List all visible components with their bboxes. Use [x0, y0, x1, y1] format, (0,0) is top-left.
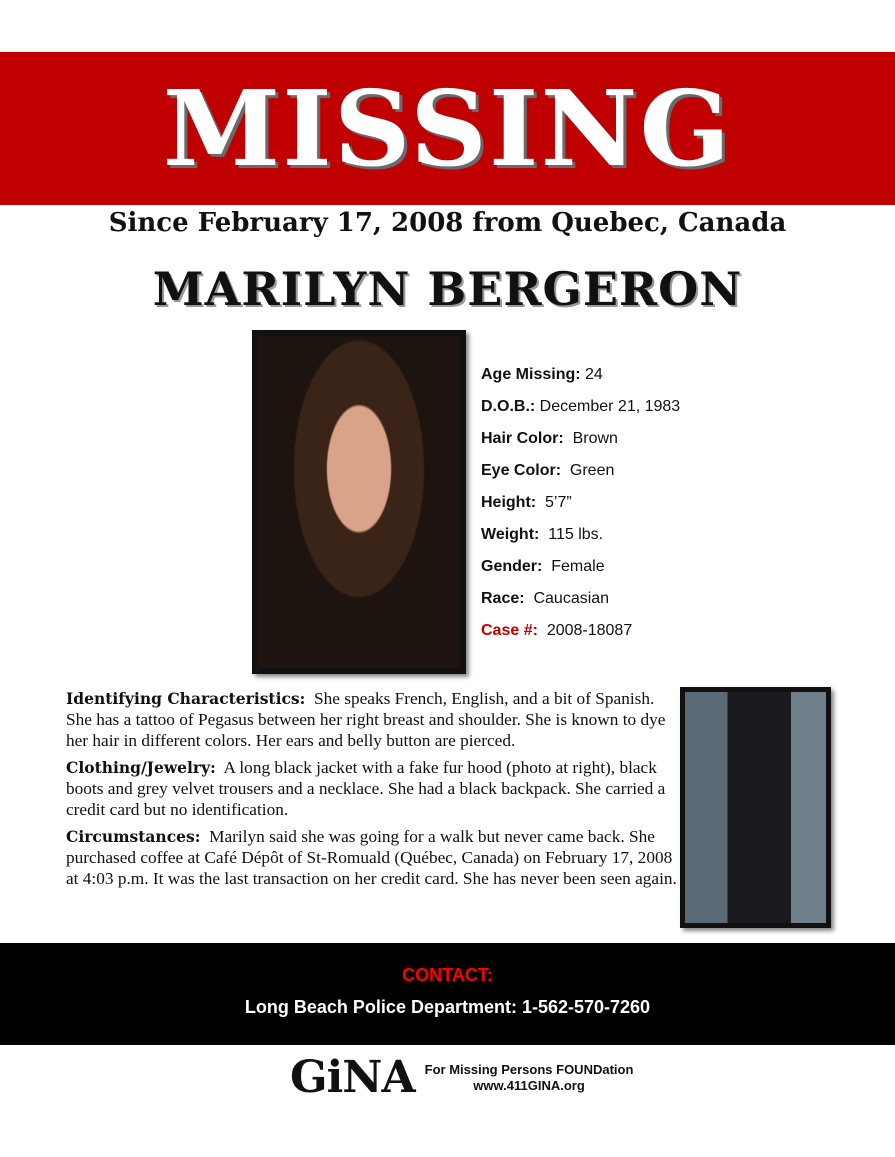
detail-height: Height: 5’7” [481, 494, 572, 511]
contact-label: CONTACT: [402, 965, 493, 985]
detail-weight: Weight: 115 lbs. [481, 526, 604, 543]
contact-band [0, 943, 895, 1045]
description [66, 688, 678, 895]
detail-gender: Gender: Female [481, 558, 605, 575]
detail-age: Age Missing: 24 [481, 366, 603, 383]
details-list [481, 365, 680, 653]
clothing-jewelry: Clothing/Jewelry: A long black jacket with a fake fur hood (photo at right), black boots and grey velvet trousers and a necklace. She had a black backpack. She carried a credit card but no identification. [66, 758, 666, 819]
detail-hair: Hair Color: Brown [481, 430, 618, 447]
clothing-photo [680, 687, 831, 928]
person-name: MARILYN BERGERON [152, 262, 743, 316]
identifying-characteristics: Identifying Characteristics: She speaks French, English, and a bit of Spanish. She has a tattoo of Pegasus between her right breast and shoulder. She is known to dye her hair in different colors. Her ears and belly button are pierced. [66, 689, 666, 750]
logo-url: www.411GINA.org [473, 1077, 585, 1093]
gina-logo [290, 1052, 633, 1103]
portrait-photo [252, 330, 466, 674]
detail-case: Case #: 2008-18087 [481, 622, 633, 639]
detail-dob: D.O.B.: December 21, 1983 [481, 398, 681, 415]
circumstances: Circumstances: Marilyn said she was going for a walk but never came back. She purchased coffee at Café Dépôt of St-Romuald (Québec, Canada) on February 17, 2008 at 4:03 p.m. It was the last transaction on her credit card. She has never been seen again. [66, 827, 677, 888]
logo-mark: GiNA [290, 1052, 415, 1103]
contact-detail: Long Beach Police Department: 1-562-570-7260 [244, 997, 651, 1017]
detail-race: Race: Caucasian [481, 590, 610, 607]
missing-since: Since February 17, 2008 from Quebec, Canada [108, 208, 787, 238]
missing-banner [0, 52, 895, 205]
missing-title: MISSING [162, 67, 733, 190]
logo-tagline: For Missing Persons FOUNDation [424, 1061, 634, 1077]
detail-eye: Eye Color: Green [481, 462, 615, 479]
